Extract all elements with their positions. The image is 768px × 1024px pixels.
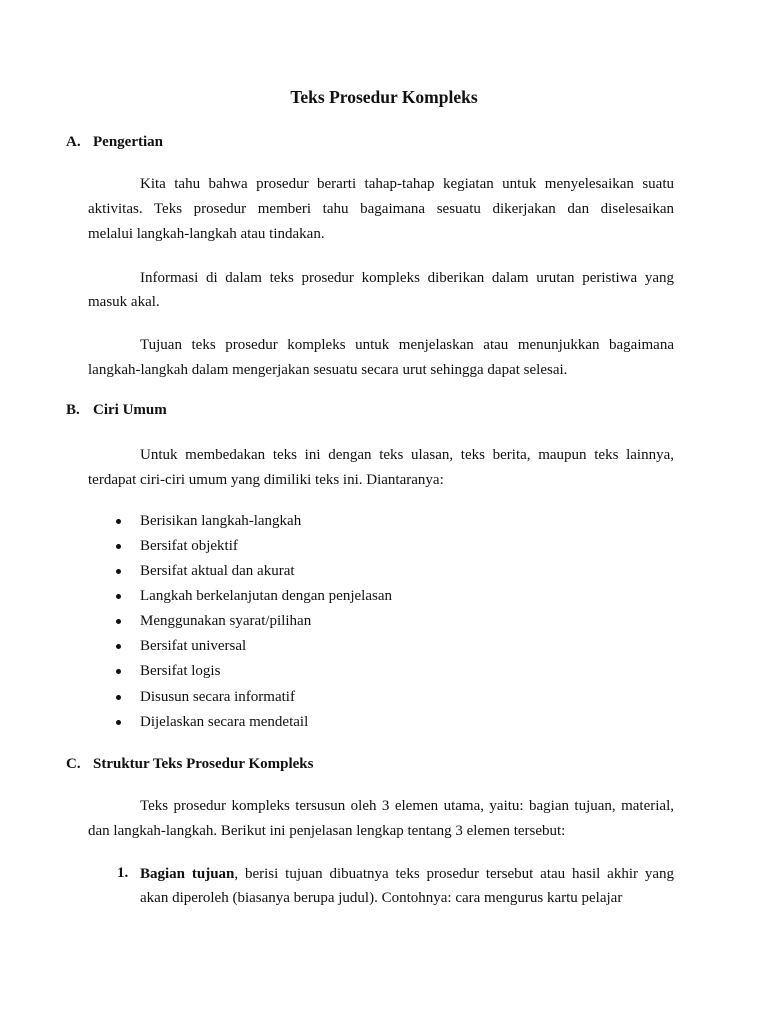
list-item: Bersifat universal <box>140 638 247 654</box>
list-item: Dijelaskan secara mendetail <box>140 714 309 730</box>
bullet-icon <box>116 669 121 674</box>
list-item: Berisikan langkah-langkah <box>140 513 302 529</box>
section-c-heading: Struktur Teks Prosedur Kompleks <box>93 756 314 772</box>
paragraph-line: langkah-langkah dalam mengerjakan sesuatu secara urut sehingga dapat selesai. <box>88 362 568 378</box>
list-item: Bersifat logis <box>140 663 221 679</box>
bullet-icon <box>116 644 121 649</box>
bullet-icon <box>116 695 121 700</box>
item-term: Bagian tujuan <box>140 866 235 882</box>
list-item: Bersifat objektif <box>140 538 238 554</box>
paragraph-line: Tujuan teks prosedur kompleks untuk menjelaskan atau menunjukkan bagaimana <box>140 337 674 353</box>
paragraph-line: Teks prosedur kompleks tersusun oleh 3 elemen utama, yaitu: bagian tujuan, material, <box>140 798 674 814</box>
bullet-icon <box>116 519 121 524</box>
list-item: Disusun secara informatif <box>140 689 295 705</box>
numbered-item-line: akan diperoleh (biasanya berupa judul). Contohnya: cara mengurus kartu pelajar <box>140 890 623 906</box>
list-item: Langkah berkelanjutan dengan penjelasan <box>140 588 392 604</box>
bullet-icon <box>116 544 121 549</box>
numbered-item-line <box>140 864 674 884</box>
paragraph-line: Untuk membedakan teks ini dengan teks ulasan, teks berita, maupun teks lainnya, <box>140 447 674 463</box>
document-title: Teks Prosedur Kompleks <box>290 87 478 107</box>
paragraph-line: melalui langkah-langkah atau tindakan. <box>88 226 325 242</box>
section-b-heading: Ciri Umum <box>93 402 167 418</box>
bullet-icon <box>116 720 121 725</box>
paragraph-line: terdapat ciri-ciri umum yang dimiliki teks ini. Diantaranya: <box>88 472 444 488</box>
list-item: Bersifat aktual dan akurat <box>140 563 295 579</box>
paragraph-line: Informasi di dalam teks prosedur kompleks diberikan dalam urutan peristiwa yang <box>140 270 674 286</box>
paragraph-line: masuk akal. <box>88 294 160 310</box>
bullet-icon <box>116 569 121 574</box>
item-text: , berisi tujuan dibuatnya teks prosedur tersebut atau hasil akhir yang <box>234 866 674 882</box>
paragraph-line: aktivitas. Teks prosedur memberi tahu bagaimana sesuatu dikerjakan dan diselesaikan <box>88 201 674 217</box>
section-b-letter: B. <box>66 402 80 418</box>
section-a-heading: Pengertian <box>93 134 163 150</box>
section-c-letter: C. <box>66 756 81 772</box>
paragraph-line: dan langkah-langkah. Berikut ini penjelasan lengkap tentang 3 elemen tersebut: <box>88 823 566 839</box>
bullet-icon <box>116 594 121 599</box>
section-a-letter: A. <box>66 134 81 150</box>
bullet-icon <box>116 619 121 624</box>
list-item: Menggunakan syarat/pilihan <box>140 613 312 629</box>
paragraph-line: Kita tahu bahwa prosedur berarti tahap-tahap kegiatan untuk menyelesaikan suatu <box>140 176 674 192</box>
list-number: 1. <box>117 865 129 881</box>
